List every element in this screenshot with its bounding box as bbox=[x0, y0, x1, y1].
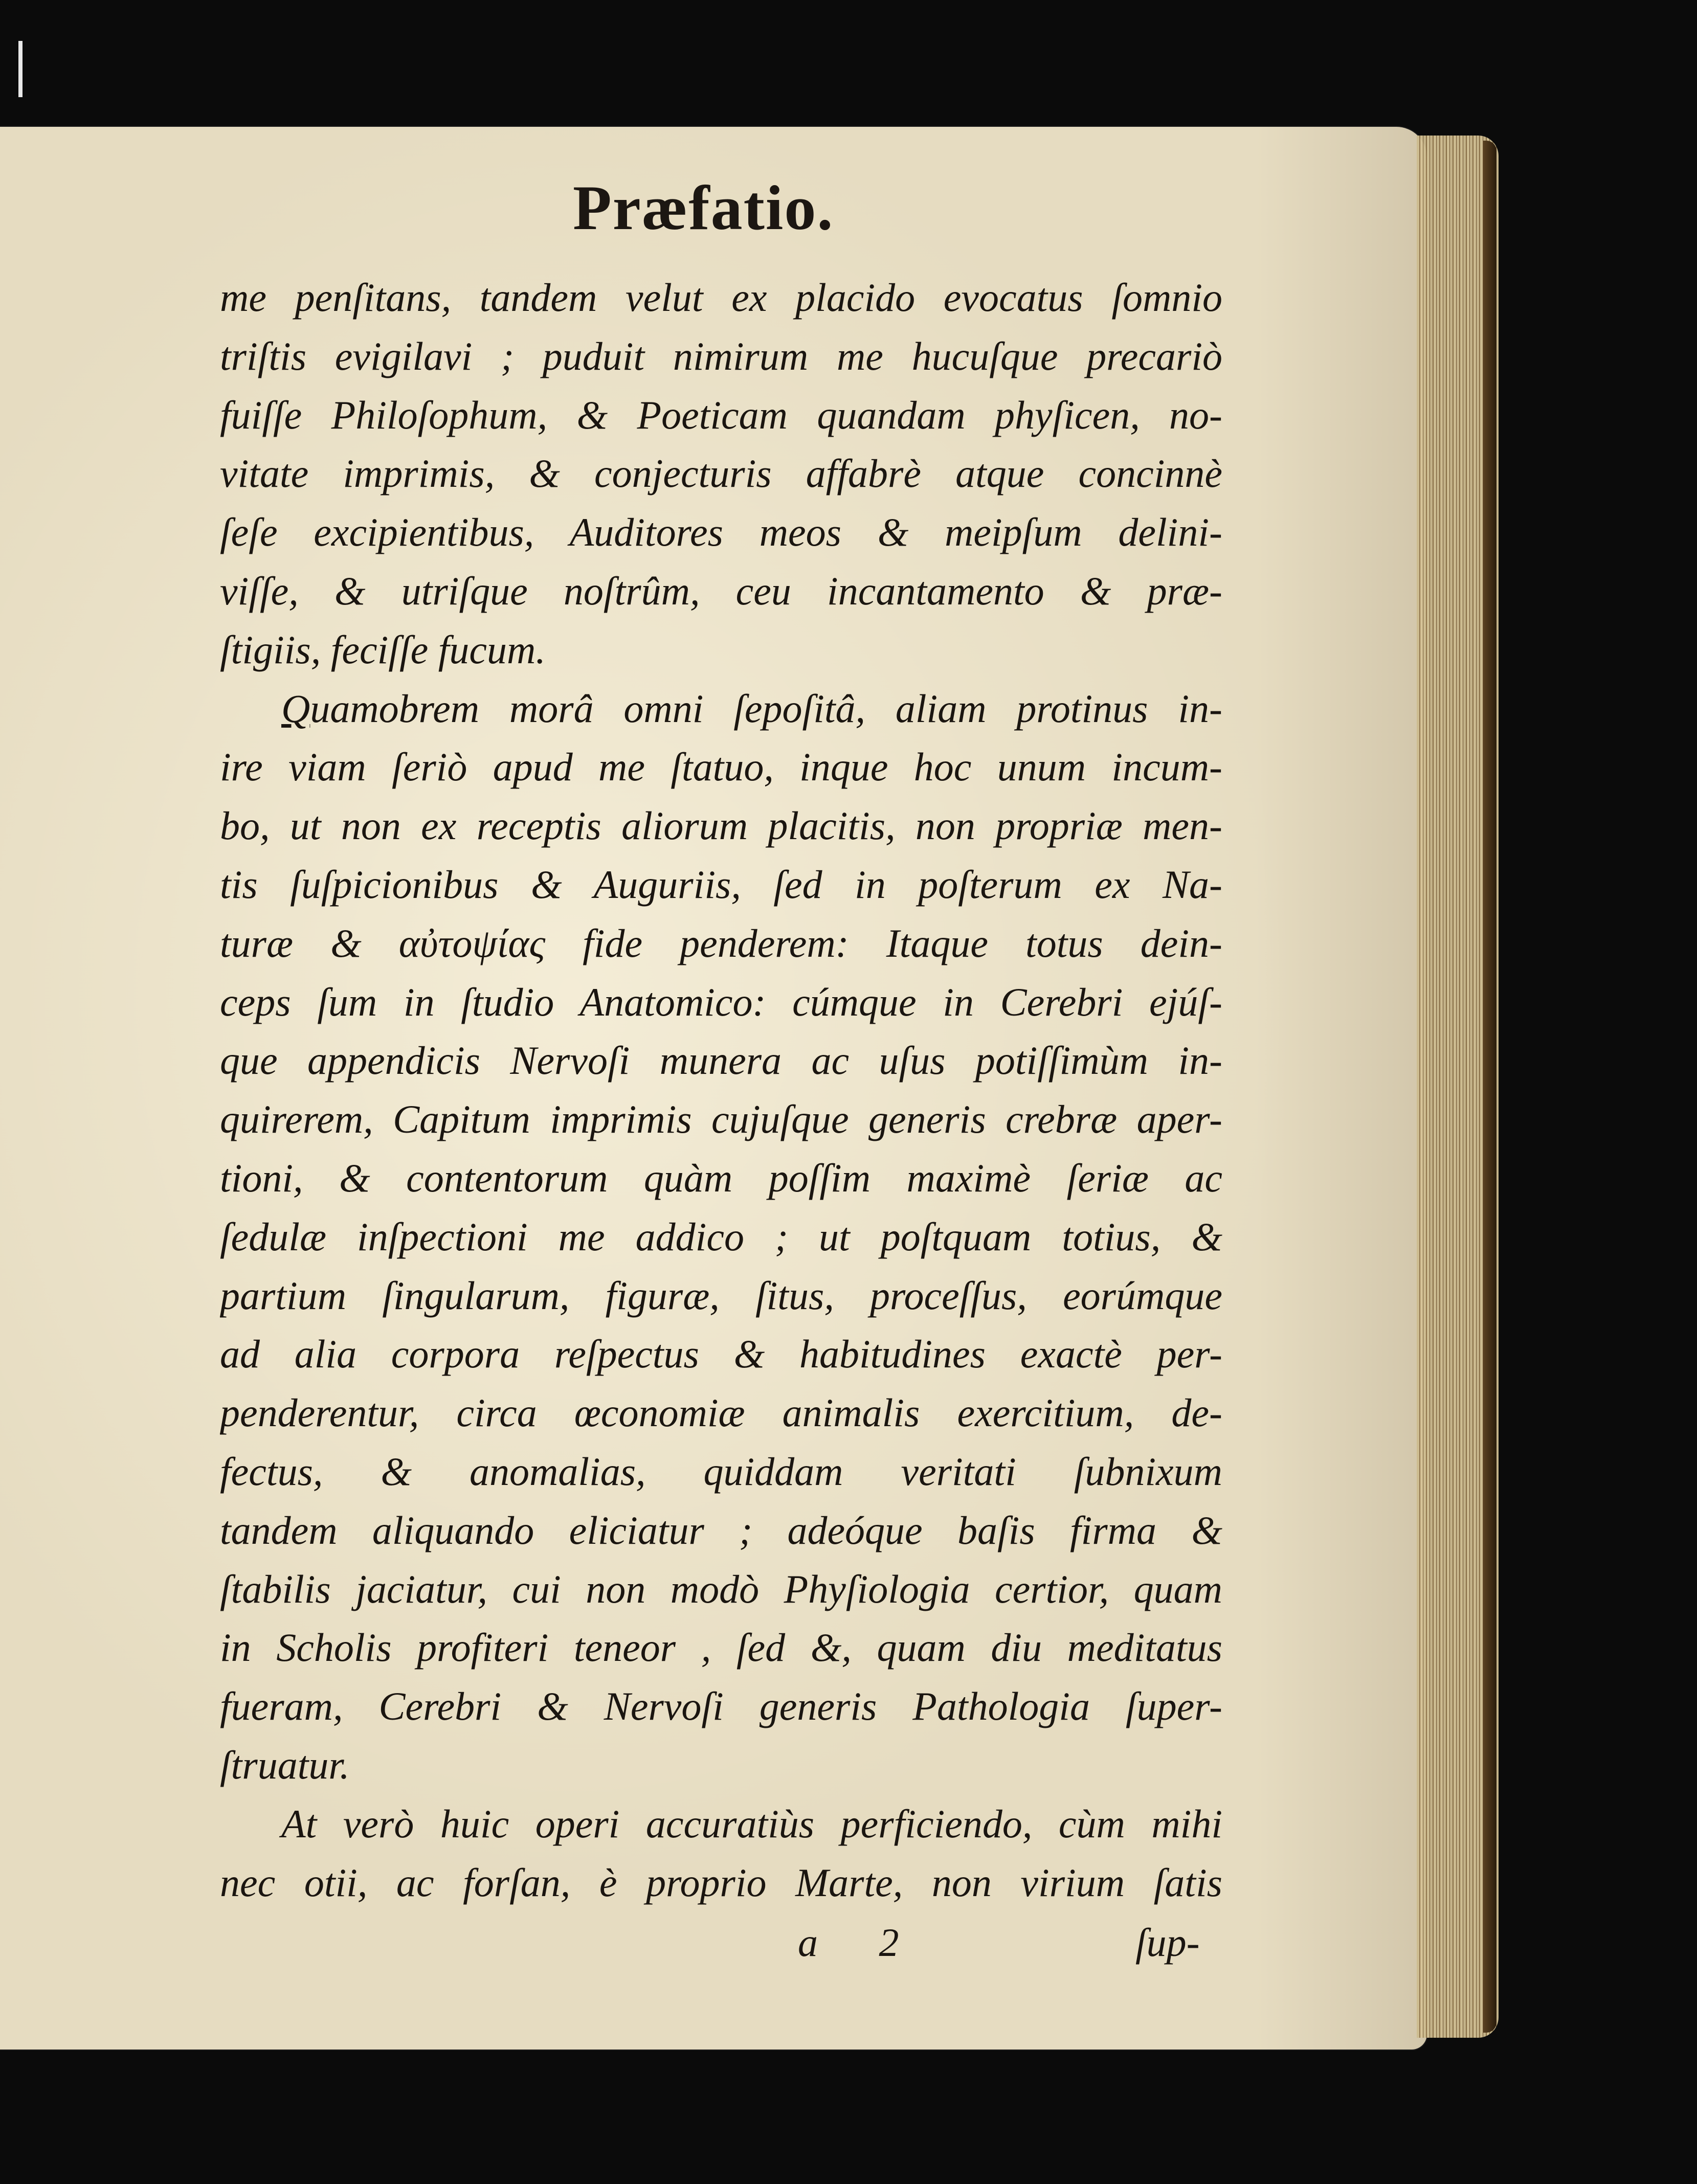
paragraph-start-line: Quamobrem morâ omni ſepoſitâ, aliam protinus in- bbox=[281, 686, 1222, 731]
text-line: in Scholis profiteri teneor , ſed &, quam diu meditatus bbox=[220, 1625, 1222, 1670]
binding-shadow bbox=[1483, 141, 1497, 2033]
text-line: ſtruatur. bbox=[220, 1742, 350, 1787]
text-line: ſtabilis jaciatur, cui non modò Phyſiologia certior, quam bbox=[220, 1566, 1222, 1611]
text-line: ſtigiis, feciſſe fucum. bbox=[220, 627, 546, 672]
text-line: ſeſe excipientibus, Auditores meos & meipſum delini- bbox=[220, 510, 1222, 555]
text-line: que appendicis Nervoſi munera ac uſus potiſſimùm in- bbox=[220, 1038, 1222, 1083]
text-line: bo, ut non ex receptis aliorum placitis, non propriæ men- bbox=[220, 803, 1222, 848]
text-line: viſſe, & utriſque noſtrûm, ceu incantamento & præ- bbox=[220, 568, 1222, 613]
text-line: tandem aliquando eliciatur ; adeóque baſis firma & bbox=[220, 1507, 1222, 1552]
text-line: triſtis evigilavi ; puduit nimirum me hucuſque precariò bbox=[220, 333, 1222, 378]
catchword: ſup- bbox=[1135, 1920, 1200, 1965]
text-line: partium ſingularum, figuræ, ſitus, proceſſus, eorúmque bbox=[220, 1273, 1222, 1318]
text-line: tioni, & contentorum quàm poſſim maximè ſeriæ ac bbox=[220, 1155, 1222, 1200]
text-line: ire viam ſeriò apud me ſtatuo, inque hoc unum incum- bbox=[220, 745, 1222, 790]
text-line: fectus, & anomalias, quiddam veritati ſubnixum bbox=[220, 1449, 1222, 1494]
text-line: turæ & αὐτοψίας fide penderem: Itaque totus dein- bbox=[220, 920, 1222, 965]
body-text bbox=[220, 268, 1222, 1912]
signature-mark: a 2 bbox=[798, 1920, 925, 1965]
text-line: quirerem, Capitum imprimis cujuſque generis crebræ aper- bbox=[220, 1097, 1222, 1142]
text-line: ceps ſum in ſtudio Anatomico: cúmque in Cerebri ejúſ- bbox=[220, 979, 1222, 1024]
text-line: tis ſuſpicionibus & Auguriis, ſed in poſterum ex Na- bbox=[220, 862, 1222, 907]
paragraph-start-line: At verò huic operi accuratiùs perficiendo, cùm mihi bbox=[281, 1801, 1222, 1846]
text-line: vitate imprimis, & conjecturis affabrè atque concinnè bbox=[220, 451, 1222, 496]
text-line: nec otii, ac forſan, è proprio Marte, non virium ſatis bbox=[220, 1860, 1222, 1905]
text-line: penderentur, circa œconomiæ animalis exercitium, de- bbox=[220, 1390, 1222, 1435]
text-line: me penſitans, tandem velut ex placido evocatus ſomnio bbox=[220, 275, 1222, 320]
text-line: ad alia corpora reſpectus & habitudines exactè per- bbox=[220, 1332, 1222, 1377]
text-line: fueram, Cerebri & Nervoſi generis Pathologia ſuper- bbox=[220, 1684, 1222, 1729]
running-head: Præfatio. bbox=[573, 173, 834, 243]
cover-edge-mark bbox=[18, 41, 23, 97]
text-line: fuiſſe Philoſophum, & Poeticam quandam phyſicen, no- bbox=[220, 392, 1222, 437]
text-line: ſedulæ inſpectioni me addico ; ut poſtquam totius, & bbox=[220, 1214, 1222, 1259]
